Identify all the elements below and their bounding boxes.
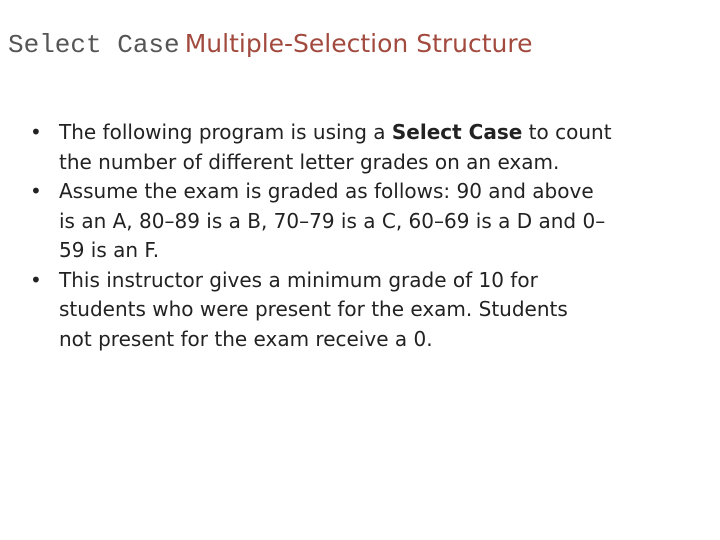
bullet-dot: •	[30, 179, 42, 203]
bullet-line	[59, 148, 700, 178]
bullet-dot: •	[30, 267, 42, 292]
bullet-line	[59, 295, 700, 325]
text-run: the number of different letter grades on an exam.	[59, 149, 560, 174]
bullet-line	[59, 207, 700, 237]
title-code-keyword: Select Case	[8, 30, 180, 60]
text-run: 59 is an F.	[59, 238, 160, 262]
text-run: This instructor gives a minimum grade of 10 for	[59, 267, 538, 292]
bullet-line	[59, 236, 700, 266]
bullet-item-3	[28, 266, 700, 355]
bullet-item-1	[28, 118, 700, 177]
text-run: to count	[522, 120, 612, 144]
text-run: is an A, 80–89 is a B, 70–79 is a C, 60–69 is a D and 0–	[59, 208, 606, 233]
bullet-line	[59, 177, 700, 207]
bullet-line	[59, 118, 700, 148]
bullet-line	[59, 325, 700, 355]
bullet-line	[59, 266, 700, 296]
text-run: Assume the exam is graded as follows: 90 and above	[59, 179, 594, 203]
text-run: students who were present for the exam. Students	[59, 297, 568, 321]
select-case-keyword: Select Case	[391, 120, 523, 144]
text-run: The following program is using a	[59, 120, 392, 144]
bullet-list	[28, 118, 700, 354]
text-run: not present for the exam receive a 0.	[59, 326, 433, 351]
slide-title	[8, 26, 712, 65]
title-text: Multiple-Selection Structure	[184, 29, 533, 58]
bullet-dot: •	[30, 120, 42, 144]
bullet-item-2	[28, 177, 700, 266]
